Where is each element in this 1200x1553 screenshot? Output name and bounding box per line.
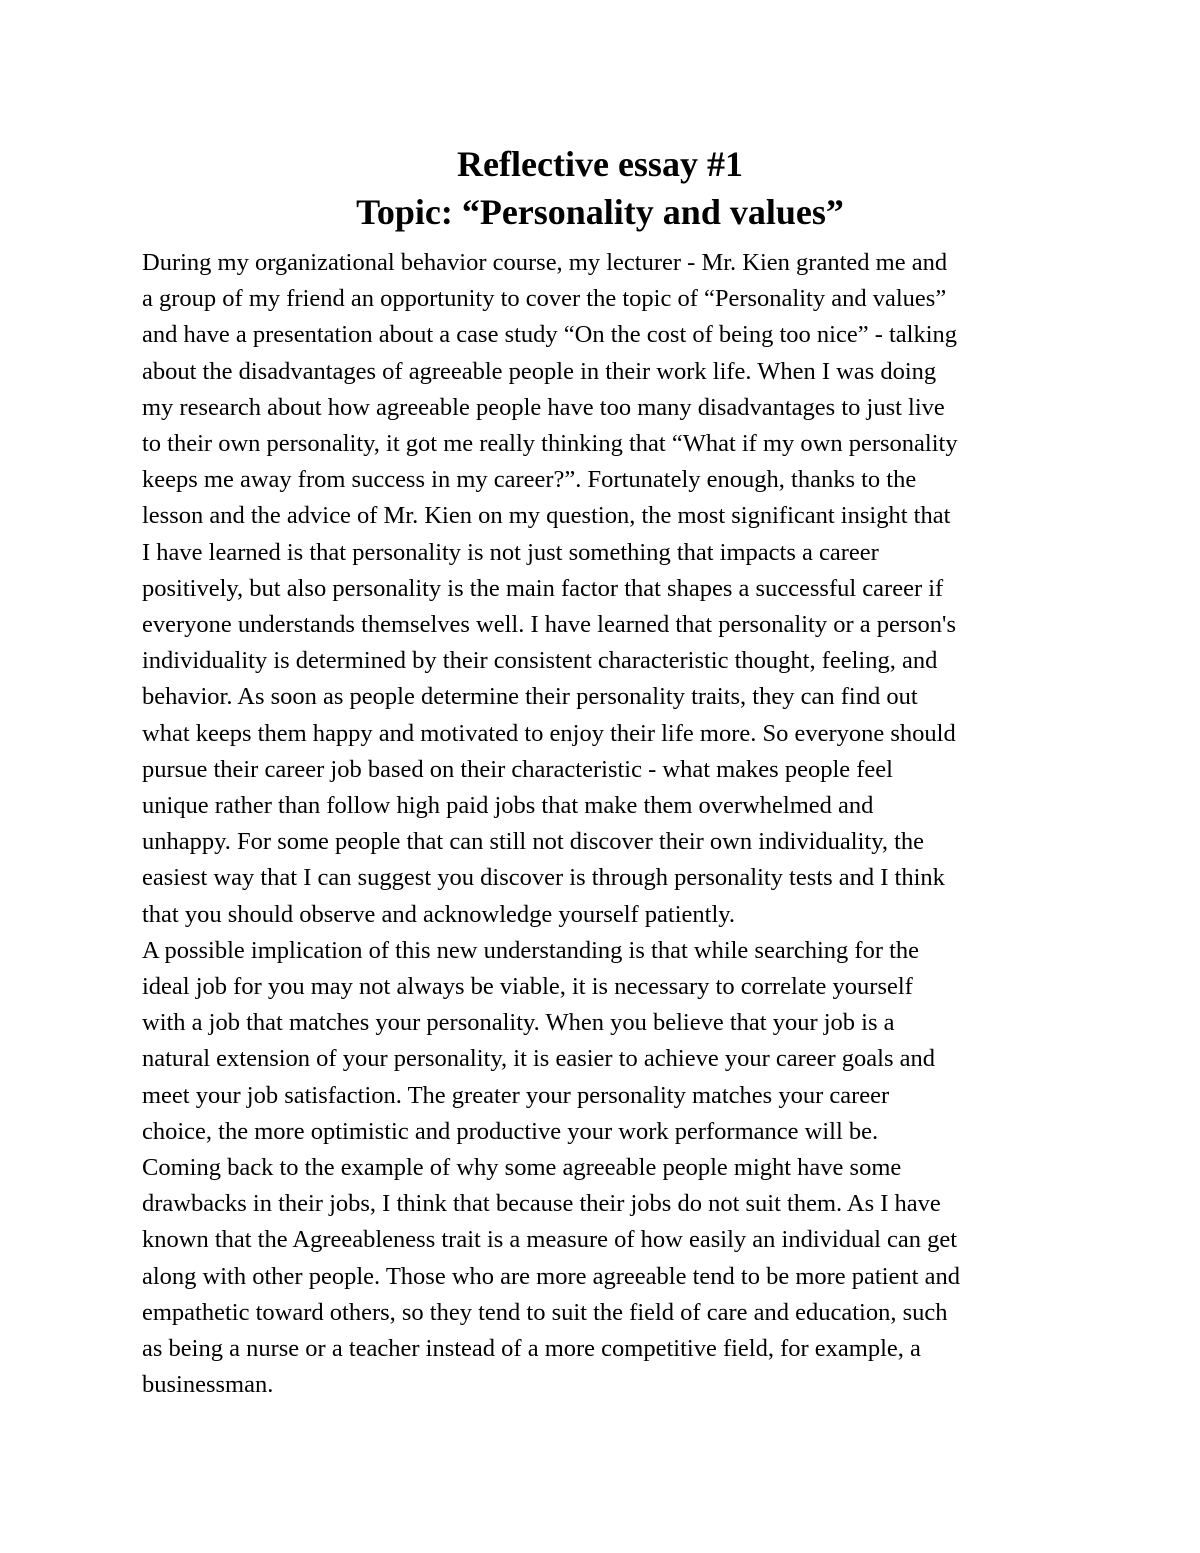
essay-line: unhappy. For some people that can still not discover their own individuality, the [142, 828, 925, 856]
essay-line: positively, but also personality is the main factor that shapes a successful career if [142, 574, 944, 602]
essay-line: a group of my friend an opportunity to cover the topic of “Personality and values” [142, 285, 947, 313]
essay-line: lesson and the advice of Mr. Kien on my question, the most significant insight that [142, 502, 951, 530]
essay-line: pursue their career job based on their characteristic - what makes people feel [142, 755, 893, 783]
essay-line: my research about how agreeable people have too many disadvantages to just live [142, 393, 945, 421]
essay-title: Reflective essay #1 [457, 144, 743, 184]
essay-line: along with other people. Those who are more agreeable tend to be more patient and [142, 1262, 960, 1290]
essay-line: known that the Agreeableness trait is a measure of how easily an individual can get [142, 1226, 958, 1254]
essay-line: drawbacks in their jobs, I think that because their jobs do not suit them. As I have [142, 1190, 941, 1218]
essay-line: unique rather than follow high paid jobs that make them overwhelmed and [142, 792, 874, 820]
essay-line: businessman. [142, 1371, 274, 1399]
essay-line: During my organizational behavior course, my lecturer - Mr. Kien granted me and [142, 249, 948, 276]
essay-line: ideal job for you may not always be viable, it is necessary to correlate yourself [142, 973, 913, 1001]
essay-line: and have a presentation about a case study “On the cost of being too nice” - talking [142, 321, 958, 349]
essay-line: as being a nurse or a teacher instead of a more competitive field, for example, a [142, 1335, 921, 1363]
essay-line: meet your job satisfaction. The greater your personality matches your career [142, 1081, 890, 1109]
essay-line: A possible implication of this new understanding is that while searching for the [142, 936, 920, 964]
essay-line: to their own personality, it got me really thinking that “What if my own personality [142, 430, 958, 458]
essay-line: natural extension of your personality, it is easier to achieve your career goals and [142, 1045, 936, 1073]
essay-line: keeps me away from success in my career?”. Fortunately enough, thanks to the [142, 466, 917, 494]
essay-line: with a job that matches your personality. When you believe that your job is a [142, 1009, 895, 1037]
essay-line: easiest way that I can suggest you discover is through personality tests and I think [142, 864, 945, 892]
essay-line: everyone understands themselves well. I have learned that personality or a person's [142, 611, 957, 639]
essay-line: I have learned is that personality is not just something that impacts a career [142, 538, 879, 566]
essay-line: that you should observe and acknowledge yourself patiently. [142, 900, 736, 928]
essay-body [142, 245, 1072, 1404]
essay-line: behavior. As soon as people determine their personality traits, they can find out [142, 683, 918, 711]
essay-line: what keeps them happy and motivated to enjoy their life more. So everyone should [142, 719, 956, 747]
essay-topic: Topic: “Personality and values” [356, 192, 844, 232]
essay-line: choice, the more optimistic and productive your work performance will be. [142, 1117, 879, 1145]
essay-line: empathetic toward others, so they tend to suit the field of care and education, such [142, 1298, 948, 1326]
essay-line: about the disadvantages of agreeable people in their work life. When I was doing [142, 357, 937, 385]
essay-line: Coming back to the example of why some agreeable people might have some [142, 1154, 902, 1182]
essay-line: individuality is determined by their consistent characteristic thought, feeling, and [142, 647, 938, 675]
